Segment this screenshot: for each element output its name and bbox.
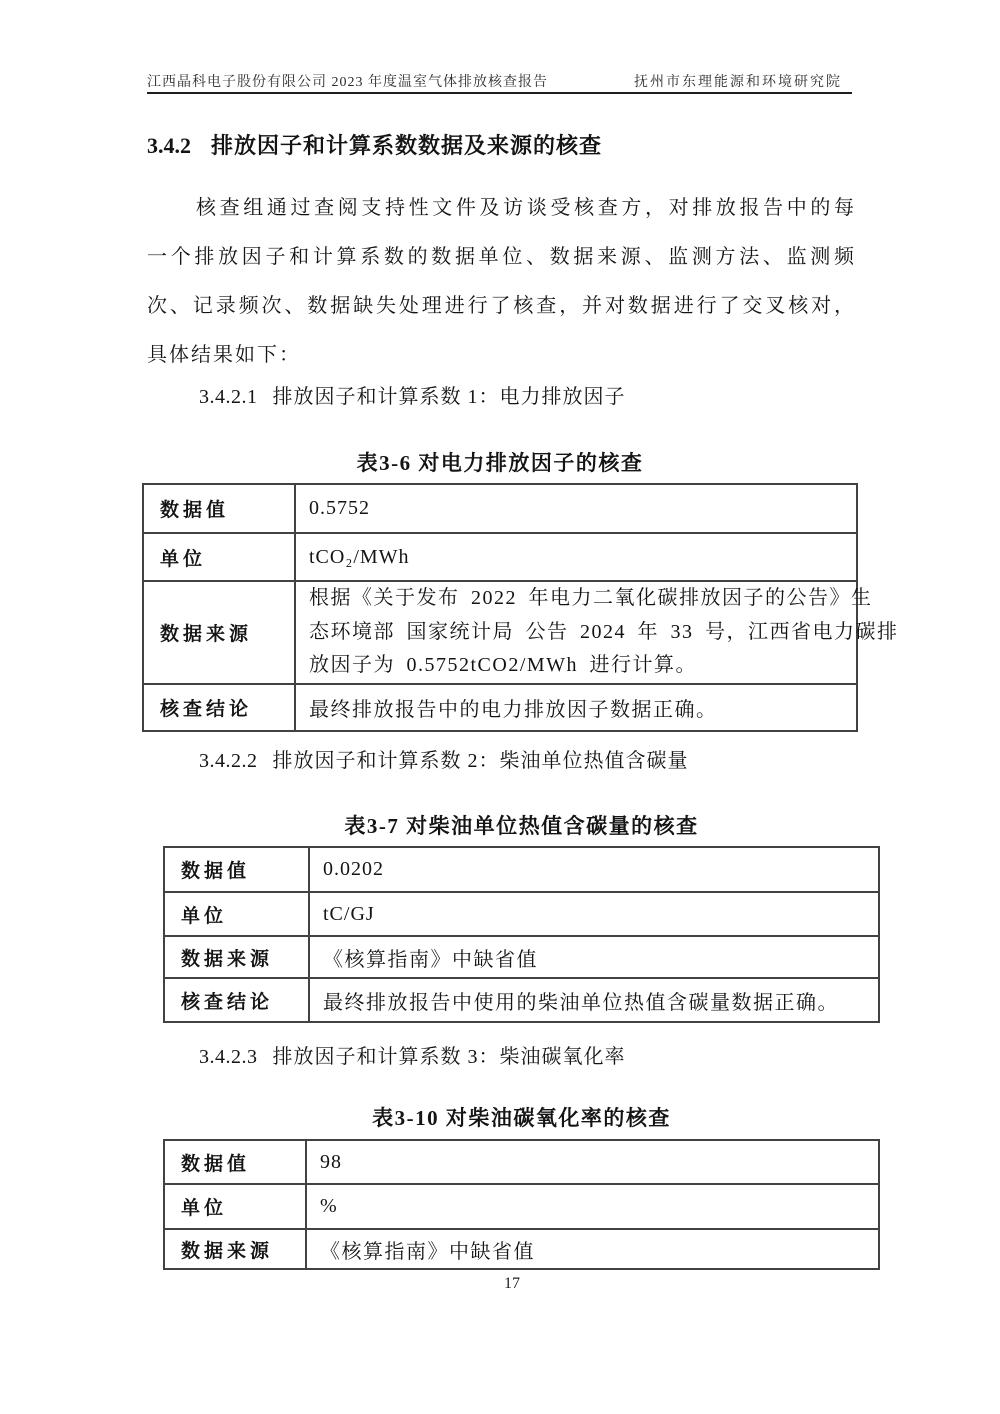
row-label: 数据值: [143, 484, 295, 533]
table-row: [164, 1184, 879, 1229]
row-label: 单位: [143, 533, 295, 581]
row-label: 核查结论: [143, 684, 295, 731]
row-value: 0.0202: [309, 847, 879, 892]
table-row: [143, 581, 857, 684]
row-label: 核查结论: [164, 978, 309, 1022]
row-value: 《核算指南》中缺省值: [306, 1229, 879, 1269]
table-row: [164, 978, 879, 1022]
table-row: [143, 684, 857, 731]
section-heading: [147, 129, 602, 160]
row-value: 最终排放报告中使用的柴油单位热值含碳量数据正确。: [309, 978, 879, 1022]
paragraph-line: 核查组通过查阅支持性文件及访谈受核查方，对排放报告中的每: [196, 197, 854, 219]
section-title: 排放因子和计算系数数据及来源的核查: [211, 133, 603, 158]
table-caption-3: 表3-10 对柴油碳氧化率的核查: [372, 1106, 671, 1130]
row-value: 98: [306, 1140, 879, 1184]
row-value: 0.5752: [295, 484, 857, 533]
table-row: [143, 533, 857, 581]
table-row: [164, 892, 879, 936]
table-caption-1: 表3-6 对电力排放因子的核查: [356, 451, 644, 475]
row-label: 单位: [164, 1184, 306, 1229]
value-line: 态环境部 国家统计局 公告 2024 年 33 号，江西省电力碳排: [309, 620, 899, 643]
table-row: [164, 1140, 879, 1184]
row-value: tC/GJ: [309, 892, 879, 936]
section-number: 3.4.2: [147, 133, 191, 158]
paragraph-line: 一个排放因子和计算系数的数据单位、数据来源、监测方法、监测频: [147, 246, 854, 268]
page-number: 17: [504, 1275, 520, 1292]
row-value: [295, 581, 899, 684]
row-label: 数据值: [164, 1140, 306, 1184]
subsection-heading-1: [199, 380, 626, 409]
table-caption-2: 表3-7 对柴油单位热值含碳量的核查: [344, 814, 699, 838]
table-row: [164, 847, 879, 892]
row-label: 数据来源: [164, 1229, 306, 1269]
table-row: [143, 484, 857, 533]
subsection-number: 3.4.2.2: [199, 750, 258, 772]
verification-table-electricity: [142, 483, 899, 732]
row-label: 数据来源: [143, 581, 295, 684]
row-label: 数据值: [164, 847, 309, 892]
verification-table-diesel-oxidation-rate: [163, 1139, 880, 1270]
subsection-number: 3.4.2.3: [199, 1046, 258, 1068]
row-value: 《核算指南》中缺省值: [309, 936, 879, 978]
subsection-heading-2: [199, 744, 689, 773]
table-row: [164, 1229, 879, 1269]
table-row: [164, 936, 879, 978]
subsection-title: 排放因子和计算系数 1：电力排放因子: [272, 386, 626, 408]
subsection-title: 排放因子和计算系数 3：柴油碳氧化率: [272, 1046, 626, 1068]
row-value: 最终排放报告中的电力排放因子数据正确。: [295, 684, 857, 731]
subsection-number: 3.4.2.1: [199, 386, 258, 408]
paragraph-line: 次、记录频次、数据缺失处理进行了核查，并对数据进行了交叉核对，: [147, 295, 854, 317]
row-label: 单位: [164, 892, 309, 936]
row-value: %: [306, 1184, 879, 1229]
value-line: 放因子为 0.5752tCO2/MWh 进行计算。: [309, 654, 698, 676]
header-right-text: 抚州市东理能源和环境研究院: [634, 75, 842, 90]
header-left-text: 江西晶科电子股份有限公司 2023 年度温室气体排放核查报告: [147, 75, 548, 90]
header-rule: [147, 92, 852, 94]
verification-table-diesel-carbon-content: [163, 846, 880, 1023]
row-label: 数据来源: [164, 936, 309, 978]
paragraph-line: 具体结果如下：: [147, 344, 301, 366]
subsection-heading-3: [199, 1040, 626, 1069]
subsection-title: 排放因子和计算系数 2：柴油单位热值含碳量: [272, 750, 689, 772]
value-line: 根据《关于发布 2022 年电力二氧化碳排放因子的公告》生: [309, 587, 873, 609]
row-value: tCO₂/MWh: [295, 533, 857, 581]
